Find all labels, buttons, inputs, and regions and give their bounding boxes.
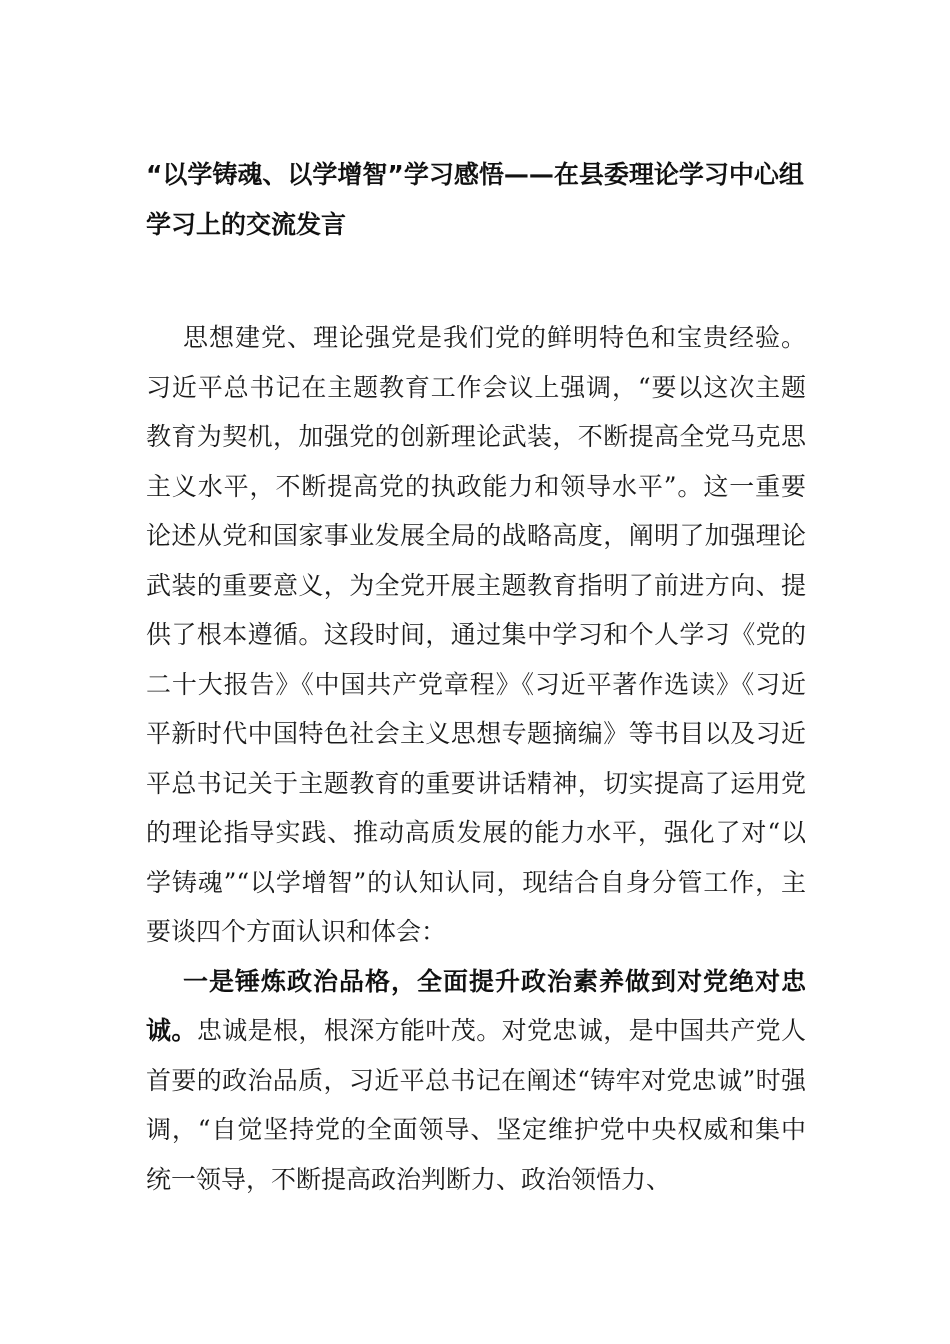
paragraph-text: 思想建党、理论强党是我们党的鲜明特色和宝贵经验。习近平总书记在主题教育工作会议上强调，“要以这次主题教育为契机，加强党的创新理论武装，不断提高全党马克思主义水平，不断提高党的执政能力和领导水平”。这一重要论述从党和国家事业发展全局的战略高度，阐明了加强理论武装的重要意义，为全党开展主题教育指明了前进方向、提供了根本遵循。这段时间，通过集中学习和个人学习《党的二十大报告》《中国共产党章程》《习近平著作选读》《习近平新时代中国特色社会主义思想专题摘编》等书目以及习近平总书记关于主题教育的重要讲话精神，切实提高了运用党的理论指导实践、推动高质发展的能力水平，强化了对“以学铸魂”“以学增智”的认知认同，现结合自身分管工作，主要谈四个方面认识和体会： xyxy=(146,323,806,946)
paragraph-text: 忠诚是根，根深方能叶茂。对党忠诚，是中国共产党人首要的政治品质，习近平总书记在阐述“铸牢对党忠诚”时强调，“自觉坚持党的全面领导、坚定维护党中央权威和集中统一领导，不断提高政治判断力、政治领悟力、 xyxy=(146,1016,806,1194)
paragraph-intro xyxy=(146,313,806,957)
document-body xyxy=(146,313,806,1204)
paragraph-point-one xyxy=(146,957,806,1205)
document-title: “以学铸魂、以学增智”学习感悟——在县委理论学习中心组学习上的交流发言 xyxy=(146,160,804,239)
paragraph-lead: 一是锤炼政治品格，全面提升政治素养做到对党绝对忠诚。 xyxy=(146,966,806,1045)
